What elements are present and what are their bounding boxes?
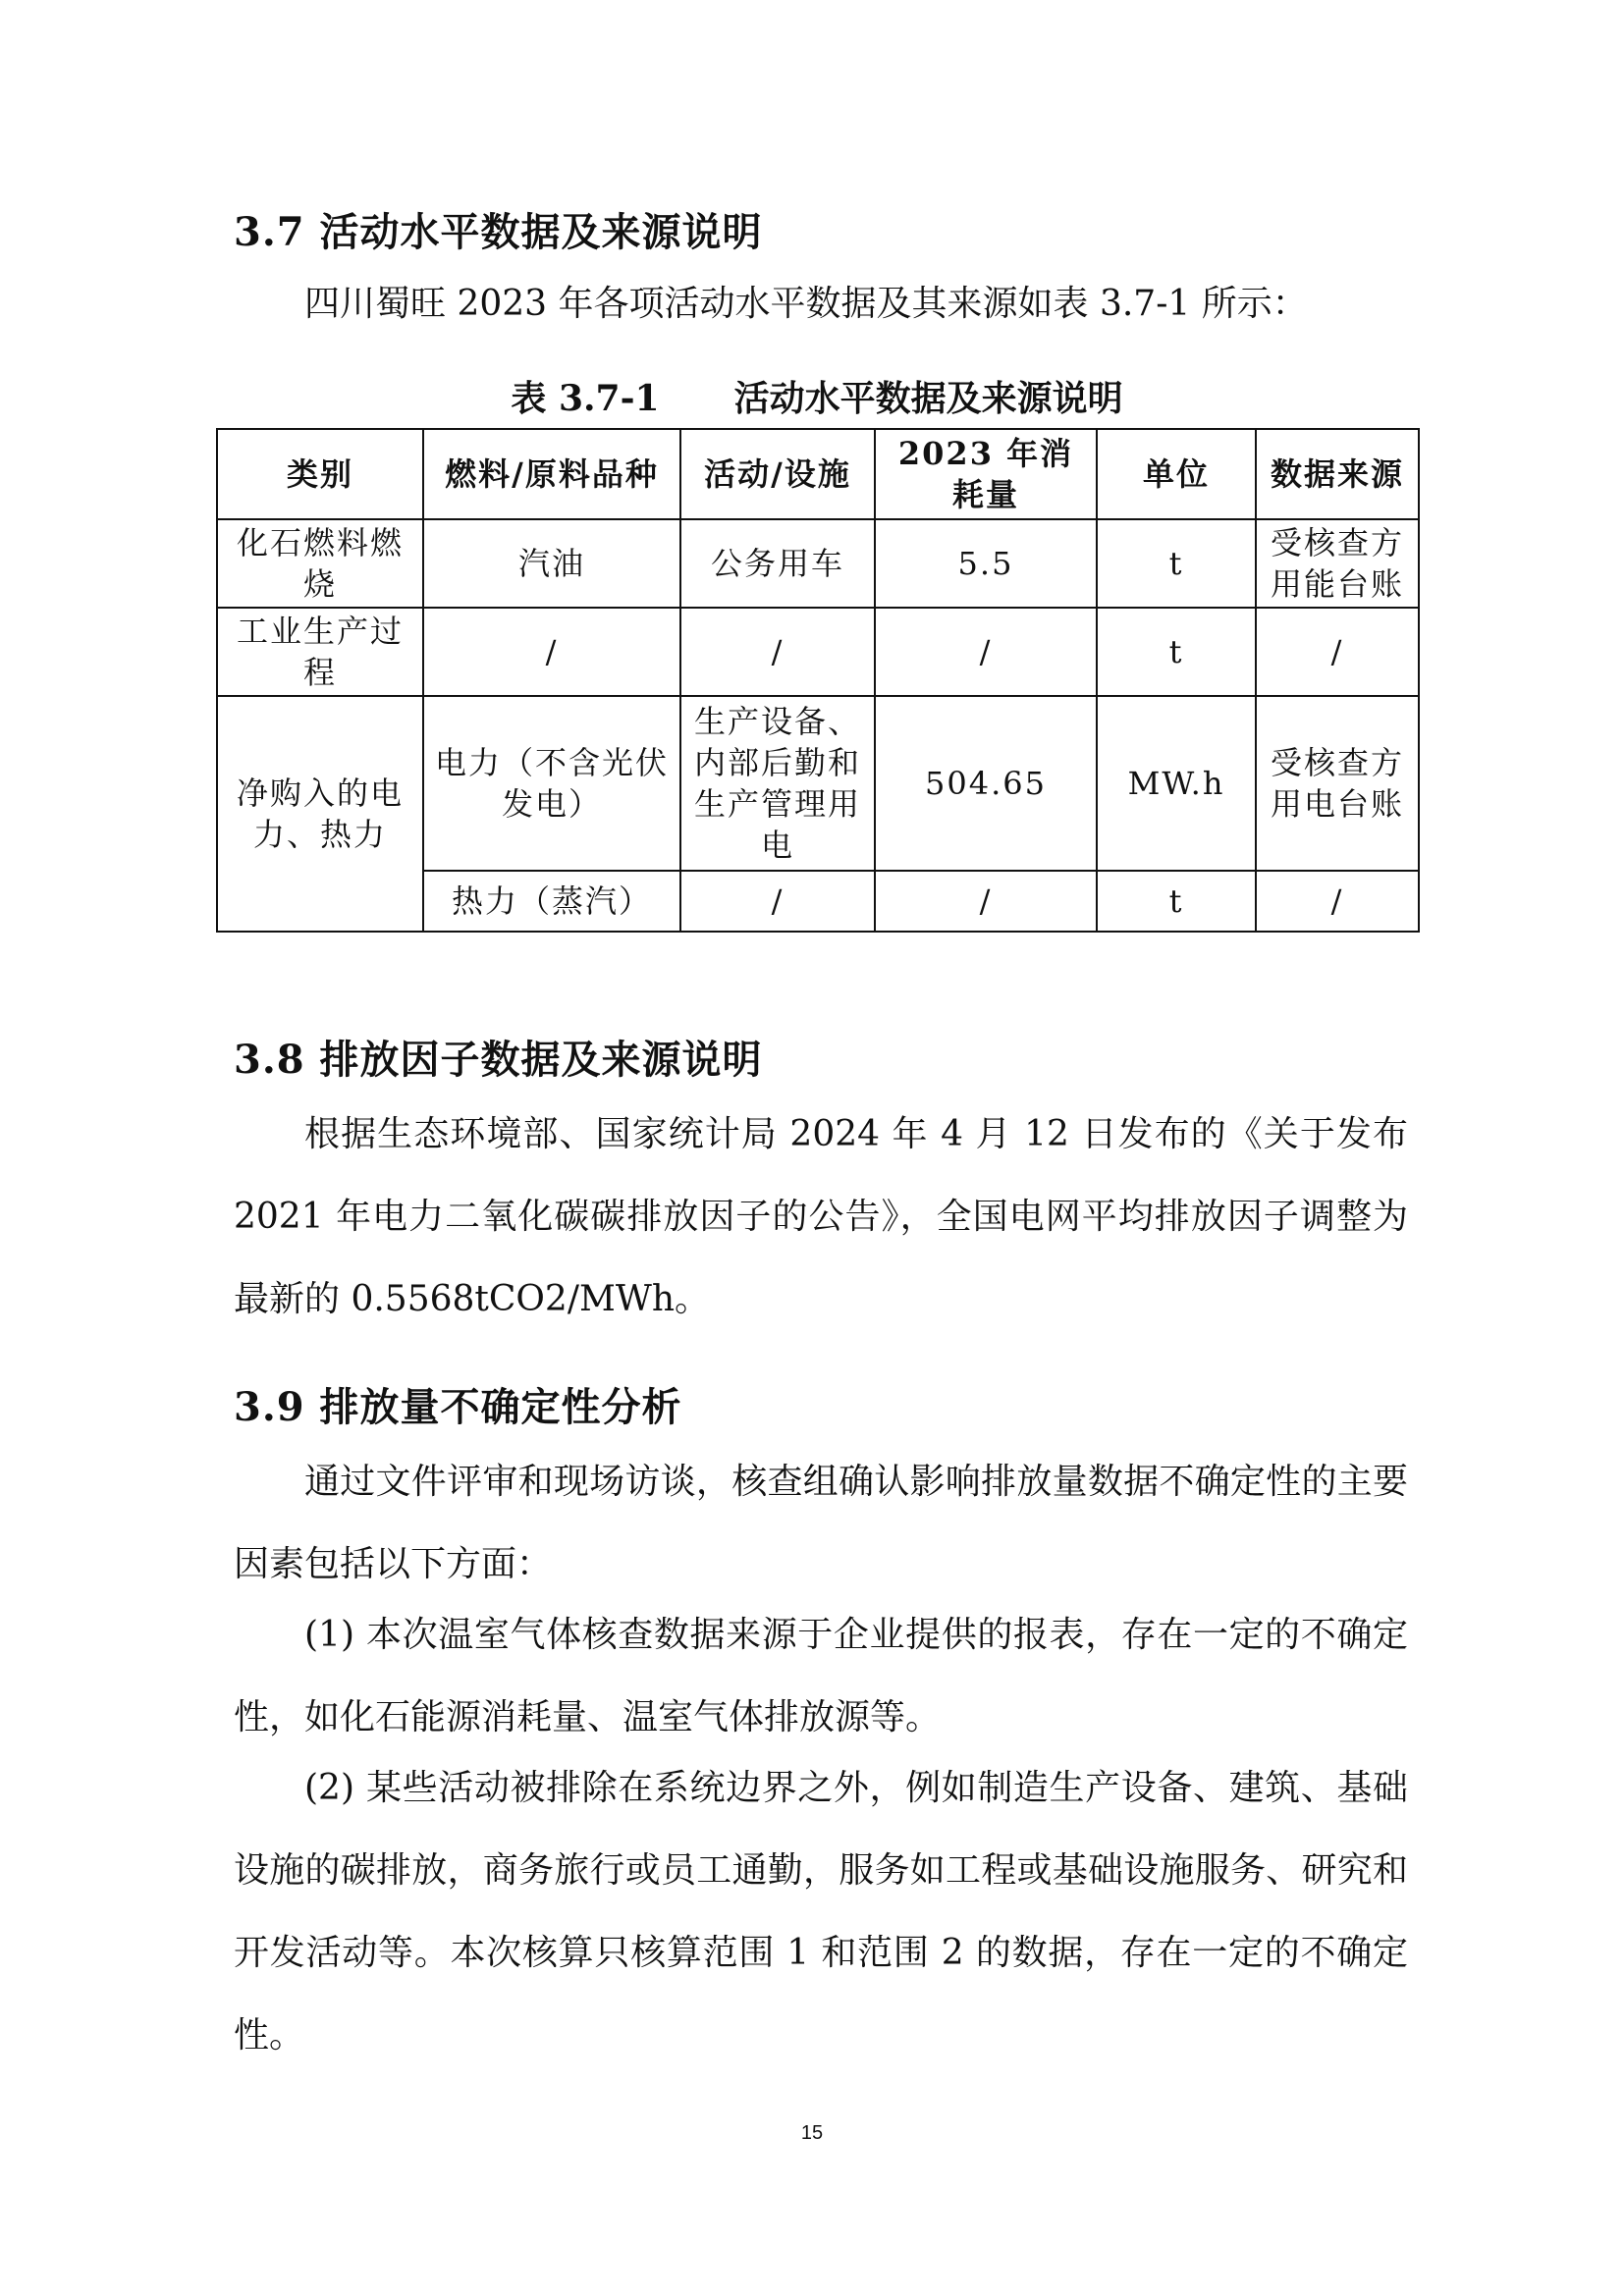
page-number: 15 bbox=[800, 2122, 824, 2144]
table-cell: 504.65 bbox=[875, 696, 1097, 871]
table-caption bbox=[216, 371, 1418, 421]
section-3-9-point-2: (2) 某些活动被排除在系统边界之外，例如制造生产设备、建筑、基础设施的碳排放，商务旅行或员工通勤，服务如工程或基础设施服务、研究和开发活动等。本次核算只核算范围 1 和范围 2 的数据，存在一定的不确定性。 bbox=[234, 1768, 1408, 2056]
table-cell: 公务用车 bbox=[680, 519, 875, 608]
header-data-source: 数据来源 bbox=[1256, 429, 1419, 519]
section-3-8-body: 根据生态环境部、国家统计局 2024 年 4 月 12 日发布的《关于发布 2021 年电力二氧化碳碳排放因子的公告》，全国电网平均排放因子调整为最新的 0.5568tCO2/MWh。 bbox=[234, 1114, 1408, 1319]
header-category: 类别 bbox=[217, 429, 423, 519]
table-row bbox=[217, 608, 1419, 696]
activity-data-table bbox=[216, 428, 1420, 933]
header-activity-facility: 活动/设施 bbox=[680, 429, 875, 519]
table-row bbox=[217, 696, 1419, 871]
table-cell: / bbox=[680, 608, 875, 696]
table-cell: 受核查方用能台账 bbox=[1256, 519, 1419, 608]
table-cell: 工业生产过程 bbox=[217, 608, 423, 696]
table-cell: 电力（不含光伏发电） bbox=[423, 696, 680, 871]
table-header-row bbox=[217, 429, 1419, 519]
section-3-9-heading: 3.9 排放量不确定性分析 bbox=[234, 1384, 682, 1430]
table-cell: 汽油 bbox=[423, 519, 680, 608]
section-3-7-intro: 四川蜀旺 2023 年各项活动水平数据及其来源如表 3.7-1 所示： bbox=[304, 284, 1308, 324]
table-cell: / bbox=[875, 608, 1097, 696]
table-cell: 化石燃料燃烧 bbox=[217, 519, 423, 608]
header-unit: 单位 bbox=[1097, 429, 1256, 519]
table-caption-title: 活动水平数据及来源说明 bbox=[733, 378, 1123, 419]
table-cell: / bbox=[680, 871, 875, 932]
table-cell-merged: 净购入的电力、热力 bbox=[217, 696, 423, 932]
table-cell: 受核查方用电台账 bbox=[1256, 696, 1419, 871]
table-cell: 5.5 bbox=[875, 519, 1097, 608]
section-3-7-heading: 3.7 活动水平数据及来源说明 bbox=[234, 209, 763, 255]
table-cell: MW.h bbox=[1097, 696, 1256, 871]
table-cell: / bbox=[1256, 871, 1419, 932]
table-cell: t bbox=[1097, 519, 1256, 608]
header-consumption: 2023 年消耗量 bbox=[875, 429, 1097, 519]
table-cell: 生产设备、内部后勤和生产管理用电 bbox=[680, 696, 875, 871]
header-fuel-type: 燃料/原料品种 bbox=[423, 429, 680, 519]
table-cell: t bbox=[1097, 608, 1256, 696]
table-cell: 热力（蒸汽） bbox=[423, 871, 680, 932]
table-cell: / bbox=[1256, 608, 1419, 696]
table-cell: / bbox=[423, 608, 680, 696]
section-3-8-heading: 3.8 排放因子数据及来源说明 bbox=[234, 1037, 763, 1083]
table-cell: / bbox=[875, 871, 1097, 932]
section-3-9-point-1: (1) 本次温室气体核查数据来源于企业提供的报表，存在一定的不确定性，如化石能源消耗量、温室气体排放源等。 bbox=[234, 1615, 1408, 1737]
table-row bbox=[217, 519, 1419, 608]
table-caption-number: 表 3.7-1 bbox=[511, 378, 660, 419]
section-3-9-intro: 通过文件评审和现场访谈，核查组确认影响排放量数据不确定性的主要因素包括以下方面： bbox=[234, 1462, 1408, 1584]
table-cell: t bbox=[1097, 871, 1256, 932]
